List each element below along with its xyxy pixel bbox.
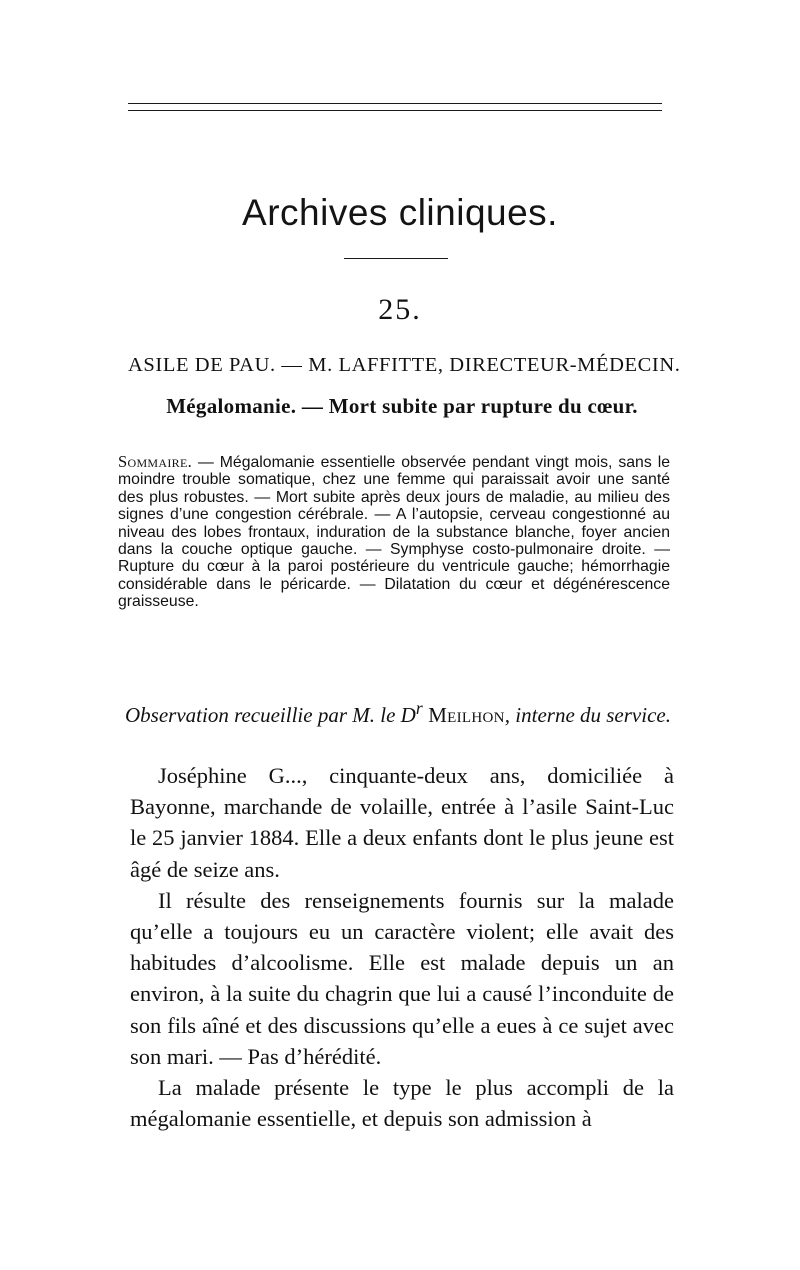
case-number: 25. bbox=[378, 293, 422, 326]
header-rule-thick bbox=[128, 103, 662, 104]
title-divider bbox=[344, 258, 448, 259]
observation-prefix: Observation recueillie par M. le D bbox=[125, 703, 416, 727]
header-rule-thin bbox=[128, 110, 662, 111]
summary-block bbox=[118, 453, 670, 611]
body-paragraph: Il résulte des renseignements fournis sur la malade qu’elle a toujours eu un caractère violent; elle avait des habitudes d’alcoolisme. Elle est malade depuis un an environ, à la suite du chagrin que lui a causé l’inconduite de son fils aîné et des discussions qu’elle a eues à ce sujet avec son mari. — Pas d’hérédité. bbox=[130, 887, 674, 1069]
observation-superscript: r bbox=[415, 698, 423, 718]
page-title: Archives cliniques. bbox=[242, 192, 558, 233]
institution-line: ASILE DE PAU. — M. LAFFITTE, DIRECTEUR-MÉDECIN. bbox=[128, 354, 681, 376]
observation-credit bbox=[118, 694, 678, 729]
summary-label: Sommaire. bbox=[118, 452, 193, 471]
body-paragraph: Joséphine G..., cinquante-deux ans, domiciliée à Bayonne, marchande de volaille, entrée à l’asile Saint-Luc le 25 janvier 1884. Elle a deux enfants dont le plus jeune est âgé de seize ans. bbox=[130, 763, 674, 882]
summary-text: — Mégalomanie essentielle observée pendant vingt mois, sans le moindre trouble somatique, chez une femme qui paraissait avoir une santé des plus robustes. — Mort subite après deux jours de maladie, au milieu des signes d’une congestion cérébrale. — A l’autopsie, cerveau congestionné au niveau des lobes frontaux, induration de la substance blanche, foyer ancien dans la couche optique gauche. — Symphyse costo-pulmonaire droite. — Rupture du cœur à la paroi postérieure du ventricule gauche; hémorrhagie considérable dans le péricarde. — Dilatation du cœur et dégénérescence graisseuse. bbox=[118, 454, 670, 611]
observation-suffix: , interne du service. bbox=[504, 703, 671, 727]
body-text bbox=[130, 760, 674, 1134]
case-title: Mégalomanie. — Mort subite par rupture du cœur. bbox=[166, 394, 638, 418]
observer-name: Meilhon bbox=[422, 703, 505, 727]
body-paragraph: La malade présente le type le plus accompli de la mégalomanie essentielle, et depuis son admission à bbox=[130, 1075, 674, 1132]
